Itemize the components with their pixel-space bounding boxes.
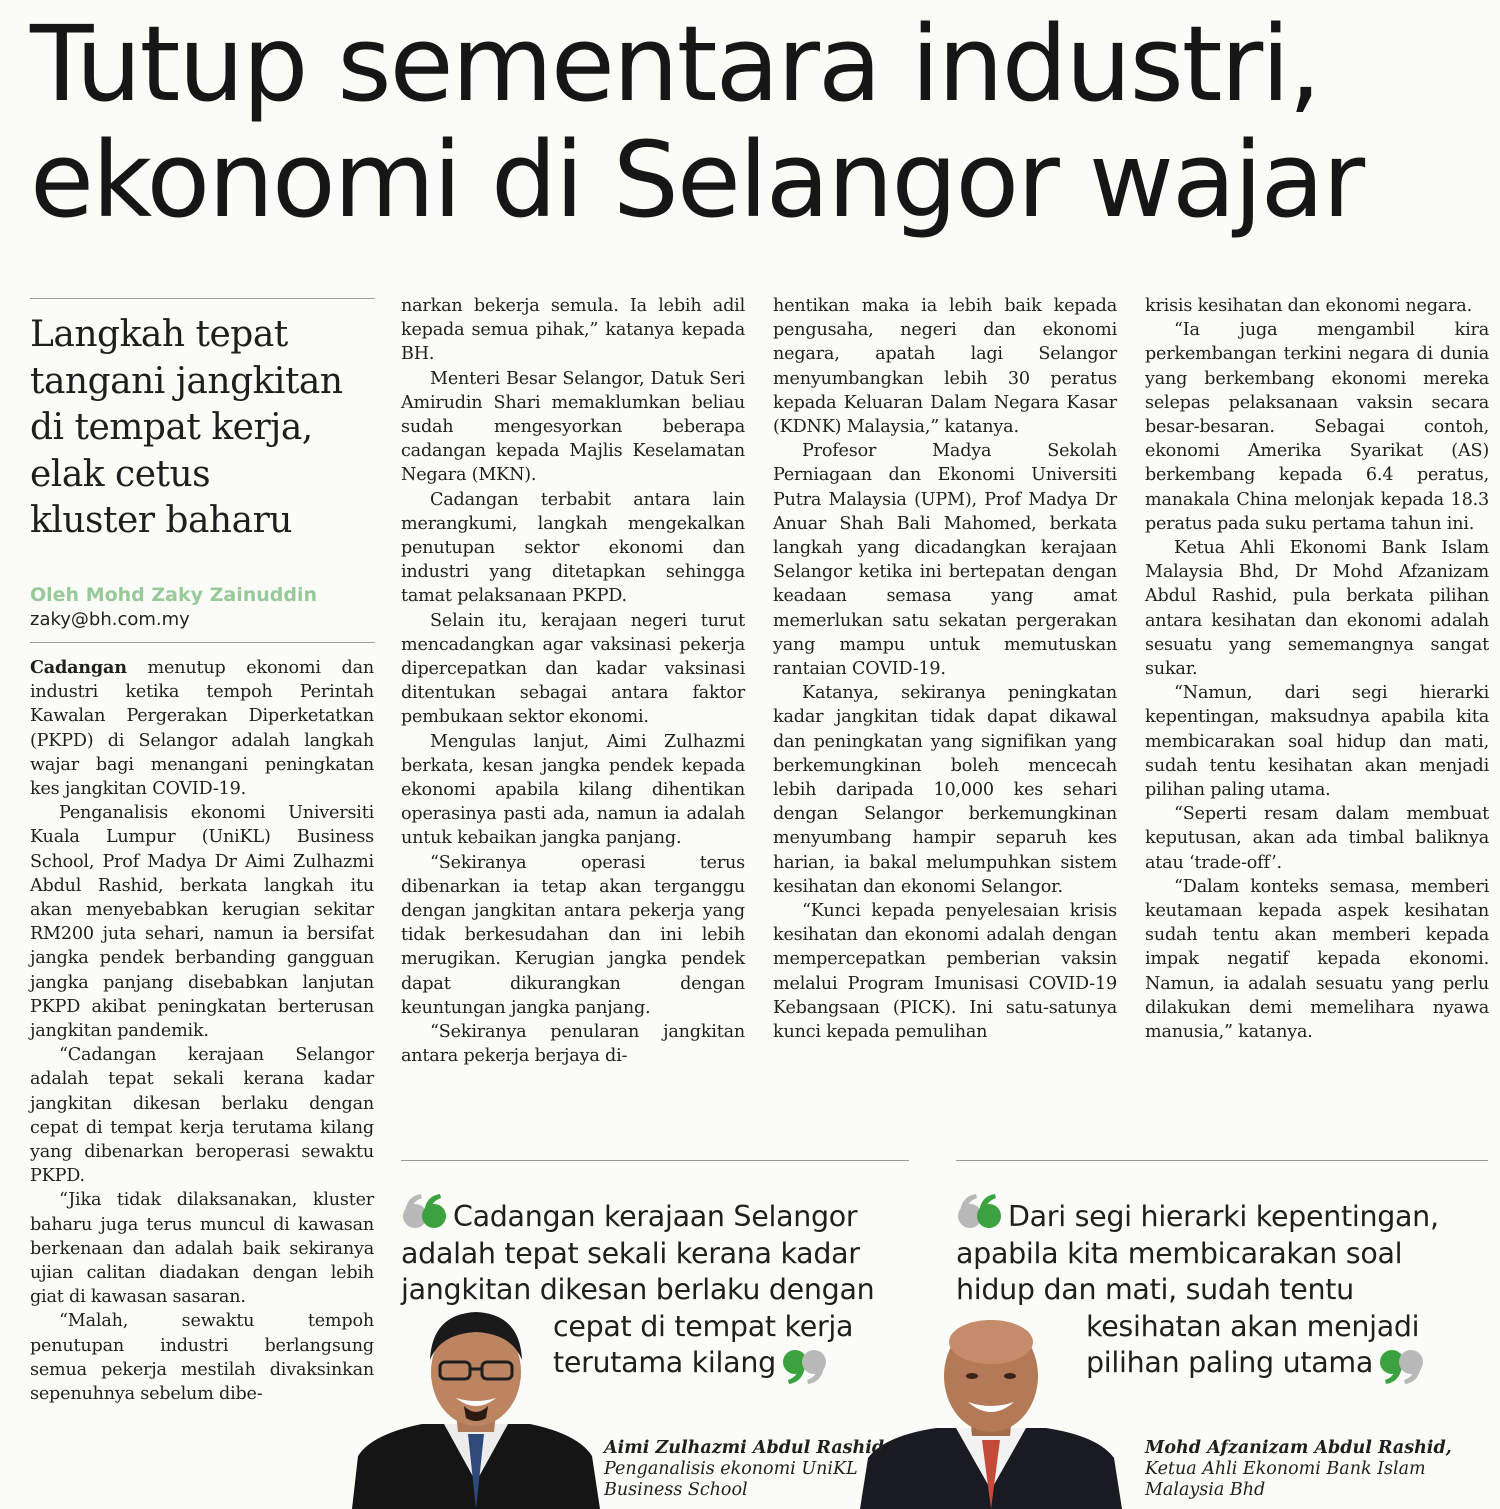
pullquote-line: jangkitan dikesan berlaku dengan	[401, 1273, 875, 1306]
author-email: zaky@bh.com.my	[30, 609, 190, 630]
pullquote-text: terutama kilang	[553, 1346, 776, 1379]
lead-text: menutup ekonomi dan industri ketika tempoh Perintah Kawalan Pergerakan Diperketatkan (PKPD) di Selangor adalah langkah wajar bagi menangani peningkatan kes jangkitan COVID-19.	[30, 658, 374, 800]
body-paragraph: krisis kesihatan dan ekonomi negara.	[1145, 296, 1472, 316]
body-column-4	[1145, 294, 1489, 1044]
pullquote-line: kesihatan akan menjadi	[1086, 1309, 1420, 1343]
portrait-photo-mohd-afzanizam	[860, 1318, 1122, 1509]
photo-caption-2	[1145, 1438, 1452, 1501]
deck-line: tangani jangkitan	[30, 360, 343, 402]
body-paragraph: “Sekiranya penularan jangkitan antara pekerja berjaya di-	[401, 1022, 745, 1067]
body-paragraph: “Namun, dari segi hierarki kepentingan, maksudnya apabila kita membicarakan soal hidup dan mati, sudah tentu kesihatan akan menjadi pilihan paling utama.	[1145, 683, 1489, 801]
lead-word: Cadangan	[30, 657, 127, 678]
caption-role: Ketua Ahli Ekonomi Bank Islam	[1145, 1459, 1426, 1479]
caption-role: Penganalisis ekonomi UniKL	[604, 1459, 858, 1479]
pullquote-text: pilihan paling utama	[1086, 1346, 1374, 1379]
body-paragraph: Katanya, sekiranya peningkatan kadar jangkitan tidak dapat dikawal dan peningkatan yang signifikan yang berkemungkinan boleh mencecah lebih daripada 10,000 kes sehari dengan Selangor berkemungkinan menyumbang hampir separuh kes harian, ia bakal melumpuhkan sistem kesihatan dan ekonomi Selangor.	[773, 683, 1117, 897]
deck-line: elak cetus	[30, 453, 211, 495]
body-paragraph: Penganalisis ekonomi Universiti Kuala Lumpur (UniKL) Business School, Prof Madya Dr Aimi Zulhazmi Abdul Rashid, berkata langkah itu akan menyebabkan kerugian sekitar RM200 juta sehari, namun ia bersifat jangka pendek berbanding gangguan jangka panjang disebabkan lanjutan PKPD akibat peningkatan berterusan jangkitan pandemik.	[30, 803, 374, 1042]
body-paragraph: “Jika tidak dilaksanakan, kluster baharu juga terus muncul di kawasan berkenaan dan adalah baik sekiranya ujian calitan diadakan dengan lebih giat di kawasan sasaran.	[30, 1190, 374, 1308]
deck-line: di tempat kerja,	[30, 407, 313, 448]
pullquote-line	[401, 1192, 874, 1236]
open-quote-icon	[956, 1192, 1002, 1230]
pullquote-2-rule	[956, 1160, 1488, 1161]
pullquote-line	[956, 1192, 1439, 1236]
pullquote-text: Cadangan kerajaan Selangor	[453, 1200, 858, 1233]
body-paragraph: “Ia juga mengambil kira perkembangan terkini negara di dunia yang berkembang ekonomi mereka selepas pelaksanaan vaksin secara besar-besaran. Sebagai contoh, ekonomi Amerika Syarikat (AS) berkembang kepada 6.4 peratus, manakala China melonjak kepada 18.3 peratus pada suku pertama tahun ini.	[1145, 320, 1489, 534]
body-column-2	[401, 294, 745, 1069]
caption-name: Mohd Afzanizam Abdul Rashid,	[1145, 1438, 1452, 1458]
body-paragraph: Cadangan terbabit antara lain merangkumi, langkah mengekalkan penutupan sektor ekonomi dan industri yang ditetapkan sehingga tamat pelaksanaan PKPD.	[401, 489, 745, 607]
body-paragraph: Selain itu, kerajaan negeri turut mencadangkan agar vaksinasi pekerja dipercepatkan dan kadar vaksinasi ditentukan sebagai antara faktor pembukaan sektor ekonomi.	[401, 610, 745, 728]
body-paragraph	[30, 656, 374, 801]
body-paragraph: “Dalam konteks semasa, memberi keutamaan kepada aspek kesihatan sudah tentu akan memberi kepada impak negatif kepada ekonomi. Namun, ia adalah sesuatu yang perlu dilakukan demi memelihara nyawa manusia,” katanya.	[1145, 876, 1489, 1043]
body-paragraph: “Seperti resam dalam membuat keputusan, akan ada timbal baliknya atau ‘trade-off’.	[1145, 804, 1489, 873]
deck	[30, 312, 375, 545]
body-paragraph: narkan bekerja semula. Ia lebih adil kepada semua pihak,” katanya kepada BH.	[401, 296, 745, 365]
body-paragraph: Mengulas lanjut, Aimi Zulhazmi berkata, kesan jangka pendek kepada ekonomi apabila kilang dihentikan operasinya pasti ada, namun ia adalah untuk kebaikan jangka panjang.	[401, 731, 745, 849]
body-paragraph: Ketua Ahli Ekonomi Bank Islam Malaysia Bhd, Dr Mohd Afzanizam Abdul Rashid, pula berkata pilihan antara kesihatan dan ekonomi adalah sesuatu yang sememangnya sangat sukar.	[1145, 538, 1489, 680]
photo-caption-1	[604, 1438, 890, 1501]
body-paragraph: hentikan maka ia lebih baik kepada pengusaha, negeri dan ekonomi negara, apatah lagi Selangor menyumbangkan lebih 30 peratus kepada Keluaran Dalam Negara Kasar (KDNK) Malaysia,” katanya.	[773, 296, 1117, 438]
portrait-photo-aimi-zulhazmi	[352, 1306, 600, 1509]
byline-bottom-rule	[30, 642, 375, 643]
headline-line-1: Tutup sementara industri,	[30, 3, 1320, 125]
body-paragraph: “Cadangan kerajaan Selangor adalah tepat sekali kerana kadar jangkitan dikesan berlaku dengan cepat di tempat kerja terutama kilang yang dibenarkan beroperasi sewaktu PKPD.	[30, 1045, 374, 1187]
pullquote-line: adalah tepat sekali kerana kadar	[401, 1236, 860, 1270]
caption-name: Aimi Zulhazmi Abdul Rashid,	[604, 1438, 891, 1458]
pullquote-line: apabila kita membicarakan soal	[956, 1236, 1403, 1270]
deck-line: kluster baharu	[30, 500, 292, 541]
body-paragraph: “Sekiranya operasi terus dibenarkan ia tetap akan terganggu dengan jangkitan antara pekerja yang tidak berkesudahan dan ini lebih merugikan. Kerugian jangka pendek dapat dikurangkan dengan keuntungan jangka panjang.	[401, 852, 745, 1018]
pullquote-line: cepat di tempat kerja	[553, 1309, 854, 1343]
deck-top-rule	[30, 298, 375, 299]
headline-line-2: ekonomi di Selangor wajar	[30, 119, 1364, 241]
close-quote-icon	[1379, 1348, 1425, 1386]
byline: Oleh Mohd Zaky Zainuddin	[30, 584, 318, 606]
caption-role: Business School	[604, 1480, 748, 1500]
deck-line: Langkah tepat	[30, 314, 288, 355]
body-paragraph: “Malah, sewaktu tempoh penutupan industri berlangsung semua pekerja mestilah divaksinkan sepenuhnya sebelum dibe-	[30, 1311, 374, 1405]
body-paragraph: Menteri Besar Selangor, Datuk Seri Amirudin Shari memaklumkan beliau sudah mengesyorkan beberapa cadangan kepada Majlis Keselamatan Negara (MKN).	[401, 368, 745, 486]
pullquote-line: hidup dan mati, sudah tentu	[956, 1273, 1354, 1306]
pullquote-text: Dari segi hierarki kepentingan,	[1008, 1200, 1439, 1233]
caption-role: Malaysia Bhd	[1145, 1480, 1266, 1500]
body-paragraph: Profesor Madya Sekolah Perniagaan dan Ekonomi Universiti Putra Malaysia (UPM), Prof Madya Dr Anuar Shah Bali Mahomed, berkata langkah yang dicadangkan kerajaan Selangor ketika ini bertepatan dengan keadaan semasa yang amat memerlukan satu sekatan pergerakan yang mampu untuk memutuskan rantaian COVID-19.	[773, 441, 1117, 680]
close-quote-icon	[782, 1348, 828, 1386]
open-quote-icon	[401, 1192, 447, 1230]
headline	[30, 3, 1480, 241]
body-column-1	[30, 656, 374, 1406]
body-column-3	[773, 294, 1117, 1044]
body-paragraph: “Kunci kepada penyelesaian krisis kesihatan dan ekonomi adalah dengan mempercepatkan pemberian vaksin melalui Program Imunisasi COVID-19 Kebangsaan (PICK). Ini satu-satunya kunci kepada pemulihan	[773, 901, 1117, 1043]
pullquote-1-rule	[401, 1160, 909, 1161]
